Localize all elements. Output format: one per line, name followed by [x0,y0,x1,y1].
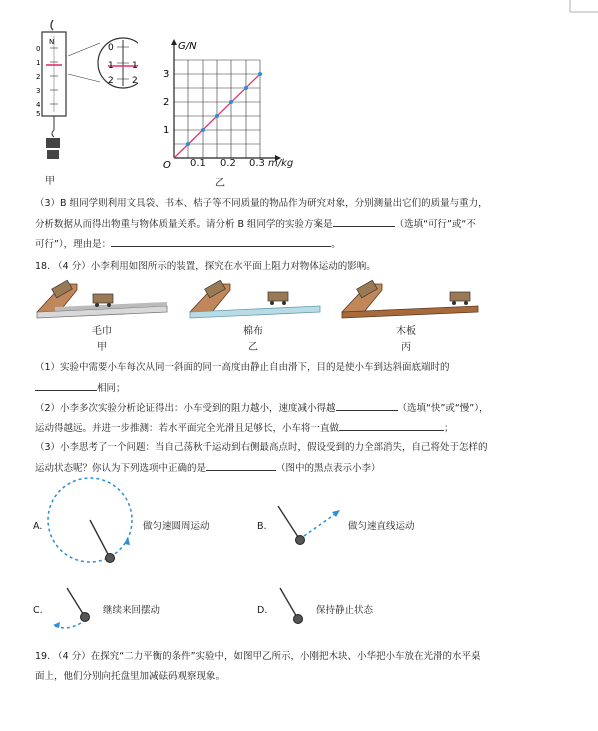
answer-blank[interactable] [111,235,331,247]
origin-label: O [163,160,171,171]
q18-p1-b: 相同； [97,383,126,394]
q18-p3-c: （图中的黑点表示小李） [276,463,381,474]
incline-wood [340,278,480,320]
option-a-diagram [40,468,140,578]
q18-p2-a: （2）小李多次实验分析论证得出：小车受到的阻力越小，速度减小得越 [35,403,336,414]
q18-title: 18. （4 分）小李利用如图所示的装置，探究在水平面上阻力对物体运动的影响。 [35,261,376,272]
option-d-text: 保持静止状态 [316,605,374,616]
q3-line3 [35,235,341,254]
x-tick: 0.1 [190,158,206,169]
q3-line2 [35,215,476,234]
surface-tag: 丙 [401,342,411,353]
surface-name: 木板 [396,326,416,337]
zoom-mark: 0 [108,43,114,53]
q18-p2-line1 [35,399,488,418]
option-a-text: 做匀速圆周运动 [143,521,210,532]
figure-label-yi: 乙 [215,178,225,189]
surface-tag: 甲 [97,342,107,353]
surface-name: 毛巾 [92,326,112,337]
q19-line2: 面上，他们分别向托盘里加减砝码观察现象。 [35,671,226,682]
option-c-text: 继续来回摆动 [103,605,161,616]
q18-p2-line2 [35,419,454,438]
scale-mark: 5 [36,110,41,118]
option-b-letter[interactable]: B. [257,521,267,532]
option-b-text: 做匀速直线运动 [348,521,415,532]
scale-top-letter: N [49,38,55,46]
zoom-mark: 1 [108,61,114,71]
spring-scale-figure [28,18,138,168]
option-d-diagram [270,585,320,635]
q18-p3-b: 运动状态呢？你认为下列选项中正确的是 [35,463,207,474]
surface-name: 棉布 [243,326,263,337]
option-a-letter[interactable]: A. [33,521,43,532]
surface-tag: 乙 [248,342,258,353]
incline-towel [35,278,170,320]
q3-line3-a: 可行”），理由是： [35,239,112,250]
answer-blank[interactable] [336,399,398,411]
zoom-mark: 2 [132,76,138,86]
scale-mark: 2 [36,73,41,81]
incline-cotton [188,278,323,320]
y-tick: 1 [163,125,170,136]
x-axis-label: m/kg [268,158,294,169]
option-d-letter[interactable]: D. [257,605,268,616]
q3-line1: （3）B 组同学则利用文具袋、书本、桔子等不同质量的物品作为研究对象，分别测量出它们的质量与重力， [35,198,488,209]
y-axis-label: G/N [178,41,197,52]
scale-mark: 1 [36,59,41,67]
g-m-graph [160,35,290,175]
q18-p3-a: （3）小李思考了一个问题：当自己荡秋千运动到右侧最高点时，假设受到的力全部消失，自己将处于怎样的 [35,442,488,453]
answer-blank[interactable] [206,459,276,471]
scale-mark: 3 [36,87,41,95]
q18-p2-b: （选填“快”或“慢”）， [397,403,489,414]
x-tick: 0.2 [220,158,236,169]
option-c-letter[interactable]: C. [33,605,43,616]
zoom-mark: 2 [108,76,114,86]
q19-line1: 19. （4 分）在探究“二力平衡的条件”实验中，如图甲乙所示，小刚把木块、小华把小车放在光滑的水平桌 [35,651,481,662]
q18-p2-c: 运动得越远。并进一步推测：若水平面完全光滑且足够长，小车将一直做 [35,423,340,434]
q3-line2-b: （选填“可行”或“不 [394,219,476,230]
scale-mark: 0 [36,45,41,53]
answer-blank[interactable] [333,215,395,227]
figure-label-jia: 甲 [45,176,55,187]
scale-mark: 4 [36,101,41,109]
q3-line3-b: 。 [331,239,341,250]
answer-blank[interactable] [339,419,444,431]
x-tick: 0.3 [249,158,265,169]
y-tick: 2 [163,97,170,108]
q18-p2-d: ； [444,423,454,434]
corner-crop-mark [560,0,598,14]
q18-p1-a: （1）实验中需要小车每次从同一斜面的同一高度由静止自由滑下，目的是使小车到达斜面底端时的 [35,362,450,373]
option-b-diagram [270,500,350,555]
y-tick: 3 [163,69,170,80]
q3-line2-a: 分析数据从而得出物重与物体质量关系。请分析 B 组同学的实验方案是 [35,219,333,230]
zoom-mark: 1 [132,61,138,71]
answer-blank[interactable] [35,379,97,391]
q18-p1-b-line [35,379,126,398]
